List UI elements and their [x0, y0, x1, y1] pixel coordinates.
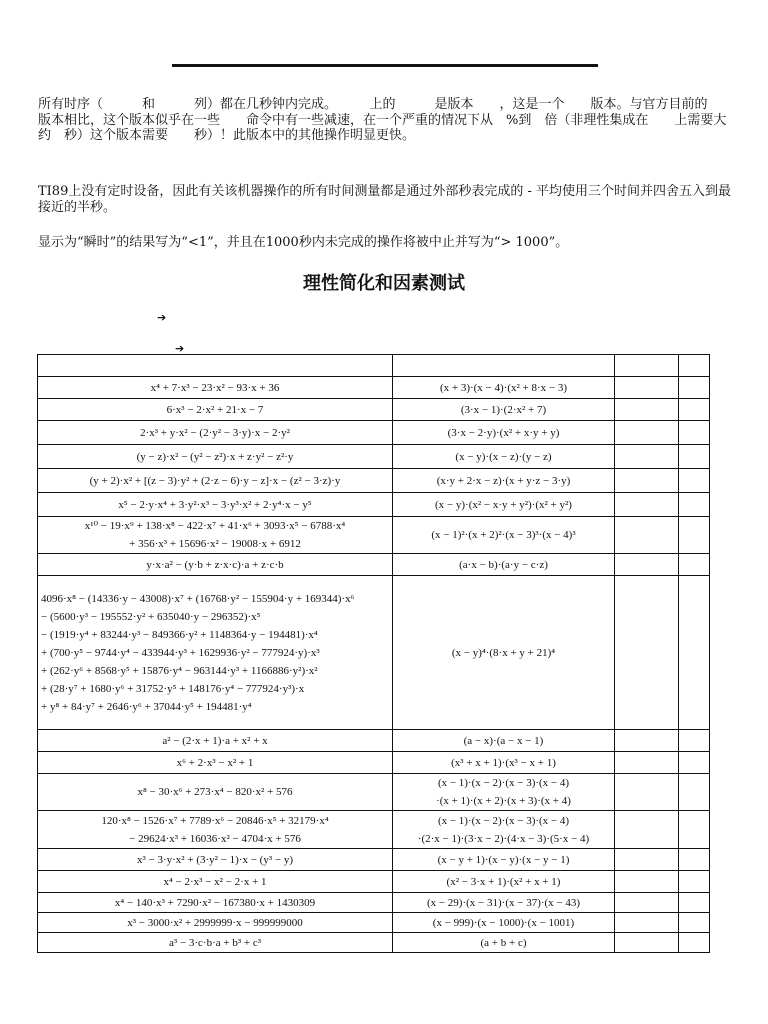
timing-cell: [679, 871, 710, 893]
timing-cell: [615, 469, 679, 493]
timing-cell: [679, 421, 710, 445]
section-heading: 理性简化和因素测试: [303, 273, 465, 294]
timing-cell: [679, 493, 710, 517]
factored-result-cell: (x − y + 1)·(x − y)·(x − y − 1): [393, 849, 615, 871]
factored-result-cell: (x³ + x + 1)·(x³ − x + 1): [393, 752, 615, 774]
timing-cell: [679, 774, 710, 811]
table-row: [38, 893, 710, 913]
table-row: [38, 774, 710, 811]
factored-result-cell: (x − 999)·(x − 1000)·(x − 1001): [393, 913, 615, 933]
intro-paragraph-2: TI89上没有定时设备，因此有关该机器操作的所有时间测量都是通过外部秒表完成的 - 平均使用三个时间并四舍五入到最接近的半秒。: [38, 184, 732, 215]
timing-cell: [615, 811, 679, 849]
table-row: [38, 377, 710, 399]
timing-cell: [615, 554, 679, 576]
intro-paragraph-1: 所有时序（ 和 列）都在几秒钟内完成。 上的 是版本 ，这是一个 版本。与官方目前的 版本相比，这个版本似乎在一些 命令中有一些减速，在一个严重的情况下从 %到 倍（非理性集成在 上需要大约 秒）这个版本需要 秒）！此版本中的其他操作明显更快。: [38, 97, 747, 143]
table-row: [38, 871, 710, 893]
factored-result-cell: (a − x)·(a − x − 1): [393, 730, 615, 752]
factored-result-cell: (3·x − 2·y)·(x² + x·y + y): [393, 421, 615, 445]
timing-cell: [615, 445, 679, 469]
table-row: [38, 469, 710, 493]
factored-result-cell: (x − y)·(x − z)·(y − z): [393, 445, 615, 469]
factored-result-cell: (x − 1)·(x − 2)·(x − 3)·(x − 4) ·(x + 1)·(x + 2)·(x + 3)·(x + 4): [393, 774, 615, 811]
timing-cell: [615, 933, 679, 953]
expression-cell: x⁶ + 2·x³ − x² + 1: [38, 752, 393, 774]
table-row: [38, 576, 710, 730]
factored-result-cell: (x − 1)·(x − 2)·(x − 3)·(x − 4) ·(2·x − 1)·(3·x − 2)·(4·x − 3)·(5·x − 4): [393, 811, 615, 849]
table-row: [38, 913, 710, 933]
table-row: [38, 517, 710, 554]
timing-cell: [679, 913, 710, 933]
factored-result-cell: (x·y + 2·x − z)·(x + y·z − 3·y): [393, 469, 615, 493]
expression-cell: 6·x³ − 2·x² + 21·x − 7: [38, 399, 393, 421]
expression-cell: [38, 355, 393, 377]
timing-cell: [679, 469, 710, 493]
factor-test-table: [37, 354, 710, 953]
timing-cell: [679, 752, 710, 774]
top-rule: [172, 64, 598, 67]
timing-cell: [615, 399, 679, 421]
expression-cell: x⁴ − 140·x³ + 7290·x² − 167380·x + 1430309: [38, 893, 393, 913]
timing-cell: [615, 421, 679, 445]
timing-cell: [679, 893, 710, 913]
timing-cell: [679, 933, 710, 953]
table-row: [38, 445, 710, 469]
timing-cell: [679, 811, 710, 849]
table-row: [38, 933, 710, 953]
timing-cell: [615, 355, 679, 377]
expression-cell: 2·x³ + y·x² − (2·y² − 3·y)·x − 2·y²: [38, 421, 393, 445]
timing-cell: [615, 517, 679, 554]
factored-result-cell: (x² − 3·x + 1)·(x² + x + 1): [393, 871, 615, 893]
table-row: [38, 421, 710, 445]
factored-result-cell: [393, 355, 615, 377]
timing-cell: [679, 517, 710, 554]
factored-result-cell: (3·x − 1)·(2·x² + 7): [393, 399, 615, 421]
timing-cell: [615, 493, 679, 517]
table-body: [38, 355, 710, 953]
timing-cell: [615, 893, 679, 913]
intro-paragraph-3: 显示为“瞬时”的结果写为“<1”，并且在1000秒内未完成的操作将被中止并写为“> 1000”。: [38, 235, 569, 250]
factored-result-cell: (x − y)·(x² − x·y + y²)·(x² + y²): [393, 493, 615, 517]
timing-cell: [615, 774, 679, 811]
expression-cell: (y + 2)·x² + [(z − 3)·y² + (2·z − 6)·y − z]·x − (z² − 3·z)·y: [38, 469, 393, 493]
factored-result-cell: (a + b + c): [393, 933, 615, 953]
expression-cell: x⁸ − 30·x⁶ + 273·x⁴ − 820·x² + 576: [38, 774, 393, 811]
timing-cell: [615, 377, 679, 399]
table-row: [38, 811, 710, 849]
timing-cell: [615, 576, 679, 730]
arrow-icon: ➔: [157, 311, 167, 324]
table-row: [38, 493, 710, 517]
factored-result-cell: (x + 3)·(x − 4)·(x² + 8·x − 3): [393, 377, 615, 399]
timing-cell: [615, 752, 679, 774]
timing-cell: [679, 445, 710, 469]
expression-cell: x³ − 3·y·x² + (3·y² − 1)·x − (y³ − y): [38, 849, 393, 871]
factored-result-cell: (x − y)⁴·(8·x + y + 21)⁴: [393, 576, 615, 730]
expression-cell: x⁵ − 2·y·x⁴ + 3·y²·x³ − 3·y³·x² + 2·y⁴·x − y⁵: [38, 493, 393, 517]
expression-cell: 4096·x⁸ − (14336·y − 43008)·x⁷ + (16768·y² − 155904·y + 169344)·x⁶ − (5600·y³ − 195552·y² + 635040·y − 296352)·x⁵ − (1919·y⁴ + 83244·y³ − 849366·y² + 1148364·y − 194481)·x⁴ + (700·y⁵ − 9744·y⁴ − 433944·y³ + 1629936·y² − 777924·y)·x³ + (262·y⁶ + 8568·y⁵ + 15876·y⁴ − 963144·y³ + 1166886·y²)·x² + (28·y⁷ + 1680·y⁶ + 31752·y⁵ + 148176·y⁴ − 777924·y³)·x + y⁸ + 84·y⁷ + 2646·y⁶ + 37044·y⁵ + 194481·y⁴: [38, 576, 393, 730]
expression-cell: a² − (2·x + 1)·a + x² + x: [38, 730, 393, 752]
table-row: [38, 730, 710, 752]
expression-cell: a³ − 3·c·b·a + b³ + c³: [38, 933, 393, 953]
timing-cell: [679, 849, 710, 871]
expression-cell: x⁴ − 2·x³ − x² − 2·x + 1: [38, 871, 393, 893]
timing-cell: [615, 871, 679, 893]
timing-cell: [615, 730, 679, 752]
timing-cell: [679, 399, 710, 421]
table-row: [38, 752, 710, 774]
expression-cell: x¹⁰ − 19·x⁹ + 138·x⁸ − 422·x⁷ + 41·x⁶ + 3093·x⁵ − 6788·x⁴ + 356·x³ + 15696·x² − 19008·x + 6912: [38, 517, 393, 554]
factored-result-cell: (a·x − b)·(a·y − c·z): [393, 554, 615, 576]
expression-cell: y·x·a² − (y·b + z·x·c)·a + z·c·b: [38, 554, 393, 576]
expression-cell: x⁴ + 7·x³ − 23·x² − 93·x + 36: [38, 377, 393, 399]
timing-cell: [679, 355, 710, 377]
expression-cell: (y − z)·x² − (y² − z²)·x + z·y² − z²·y: [38, 445, 393, 469]
timing-cell: [679, 377, 710, 399]
table-row: [38, 849, 710, 871]
table-row: [38, 355, 710, 377]
timing-cell: [615, 913, 679, 933]
timing-cell: [679, 554, 710, 576]
table-row: [38, 399, 710, 421]
factored-result-cell: (x − 1)²·(x + 2)²·(x − 3)³·(x − 4)³: [393, 517, 615, 554]
timing-cell: [679, 730, 710, 752]
expression-cell: 120·x⁸ − 1526·x⁷ + 7789·x⁶ − 20846·x⁵ + 32179·x⁴ − 29624·x³ + 16036·x² − 4704·x + 576: [38, 811, 393, 849]
expression-cell: x³ − 3000·x² + 2999999·x − 999999000: [38, 913, 393, 933]
timing-cell: [679, 576, 710, 730]
table-row: [38, 554, 710, 576]
arrow-icon: ➔: [175, 342, 185, 355]
factored-result-cell: (x − 29)·(x − 31)·(x − 37)·(x − 43): [393, 893, 615, 913]
timing-cell: [615, 849, 679, 871]
